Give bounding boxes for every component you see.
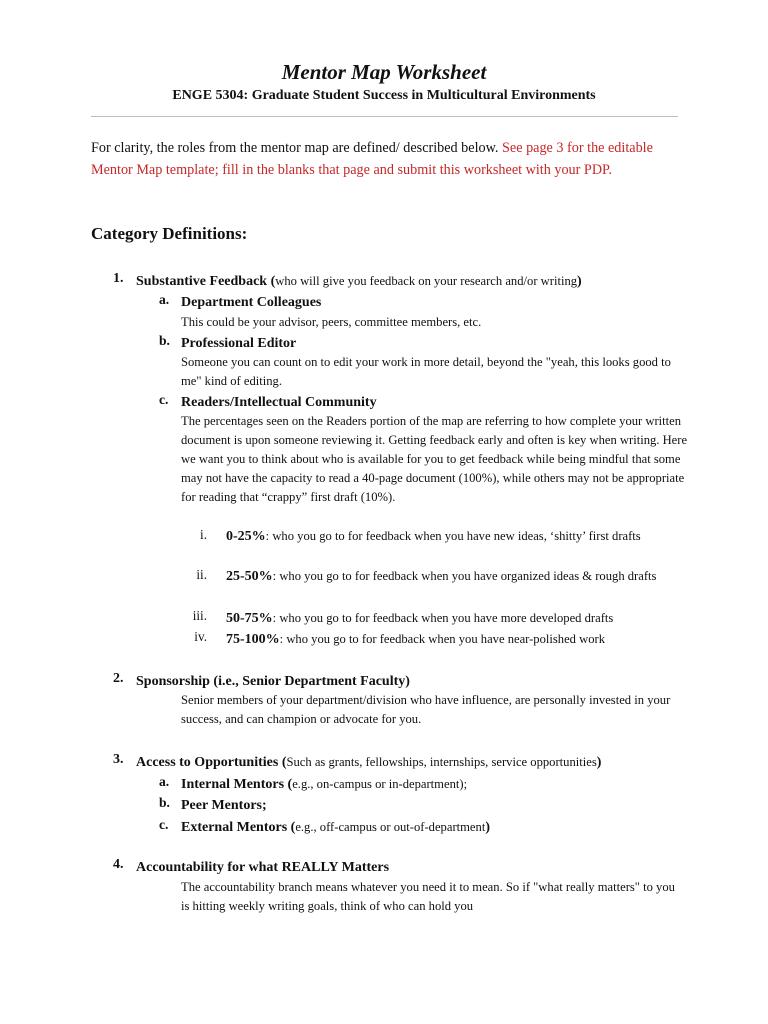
subitem-readers — [181, 392, 377, 412]
range-description: : who you go to for feedback when you have near-polished work — [279, 632, 606, 646]
range-25-50 — [226, 567, 666, 586]
item-access-opportunities — [136, 752, 601, 772]
item-note: who will give you feedback on your research and/or writing — [275, 274, 578, 288]
item-paren: ) — [577, 274, 582, 289]
range-description: : who you go to for feedback when you have organized ideas & rough drafts — [272, 569, 657, 583]
subitem-paren: ); — [459, 777, 468, 791]
range-0-25 — [226, 527, 676, 546]
item-number: 2. — [113, 671, 124, 686]
subitem-letter: b. — [159, 795, 170, 810]
subitem-letter: c. — [159, 817, 169, 832]
item-number: 1. — [113, 271, 124, 286]
range-label: 50-75% — [226, 611, 273, 626]
subitem-peer-mentors — [181, 795, 267, 815]
item-label: Substantive Feedback ( — [136, 274, 276, 289]
subitem-letter: c. — [159, 392, 169, 407]
subitem-letter: a. — [159, 292, 170, 307]
subitem-label: Readers/Intellectual Community — [181, 395, 377, 410]
subitem-description: This could be your advisor, peers, committee members, etc. — [181, 315, 482, 329]
range-label: 25-50% — [226, 569, 273, 584]
roman-numeral: iv. — [194, 629, 207, 644]
subitem-letter: a. — [159, 774, 170, 789]
subitem-professional-editor — [181, 333, 296, 353]
range-75-100 — [226, 629, 605, 649]
section-heading: Category Definitions: — [91, 224, 248, 243]
range-label: 0-25% — [226, 529, 266, 544]
range-50-75 — [226, 608, 613, 628]
subitem-letter: b. — [159, 333, 170, 348]
range-description: : who you go to for feedback when you have new ideas, ‘shitty’ first drafts — [265, 529, 641, 543]
item-label: Access to Opportunities ( — [136, 755, 287, 770]
subitem-description: The percentages seen on the Readers portion of the map are referring to how complete your written document is upon someone reviewing it. Getting feedback early and often is key when writing. Here we want you to think about who is available for you to get feedback while being mindful that some may not have the capacity to read a 40-page document (100%), while others may not be appropriate for reading that “crappy” first draft (10%). — [181, 414, 688, 504]
course-subtitle: ENGE 5304: Graduate Student Success in Multicultural Environments — [172, 88, 596, 103]
intro-text: For clarity, the roles from the mentor map are defined/ described below. — [91, 140, 503, 156]
item-note: Such as grants, fellowships, internships, service opportunities — [286, 755, 597, 769]
subitem-description: Someone you can count on to edit your work in more detail, beyond the "yeah, this looks good to me" kind of editing. — [181, 355, 671, 388]
intro-instruction: See page 3 for the editable Mentor Map template; fill in the blanks that page and submit this worksheet with your PDP. — [91, 140, 653, 178]
subitem-label: Internal Mentors ( — [181, 777, 293, 792]
item-number: 3. — [113, 752, 124, 767]
roman-numeral: i. — [200, 527, 207, 542]
subitem-internal-mentors — [181, 774, 467, 794]
page-title: Mentor Map Worksheet — [281, 60, 487, 84]
subitem-department-colleagues — [181, 292, 321, 312]
item-substantive-feedback — [136, 271, 582, 291]
subitem-note: e.g., off-campus or out-of-department — [295, 820, 486, 834]
item-number: 4. — [113, 857, 124, 872]
item-description: The accountability branch means whatever you need it to mean. So if "what really matters" to you is hitting weekly writing goals, think of who can hold you — [181, 880, 675, 913]
roman-numeral: iii. — [192, 608, 207, 623]
subitem-label: Peer Mentors; — [181, 798, 267, 813]
subitem-label: Professional Editor — [181, 336, 297, 351]
subitem-label: Department Colleagues — [181, 295, 322, 310]
range-description: : who you go to for feedback when you have more developed drafts — [272, 611, 614, 625]
item-sponsorship — [136, 671, 410, 691]
roman-numeral: ii. — [196, 567, 207, 582]
item-paren: ) — [596, 755, 602, 770]
range-label: 75-100% — [226, 632, 280, 647]
subitem-external-mentors — [181, 817, 490, 837]
item-accountability — [136, 857, 389, 877]
item-description: Senior members of your department/division who have influence, are personally invested in your success, and can champion or advocate for you. — [181, 693, 671, 726]
subitem-label: External Mentors ( — [181, 820, 296, 835]
subitem-paren: ) — [485, 820, 490, 835]
subitem-note: e.g., on-campus or in-department — [292, 777, 460, 791]
item-label: Accountability for what REALLY Matters — [136, 860, 390, 875]
item-label: Sponsorship (i.e., Senior Department Faculty) — [136, 674, 410, 689]
intro-paragraph — [91, 137, 681, 181]
divider — [91, 116, 678, 117]
